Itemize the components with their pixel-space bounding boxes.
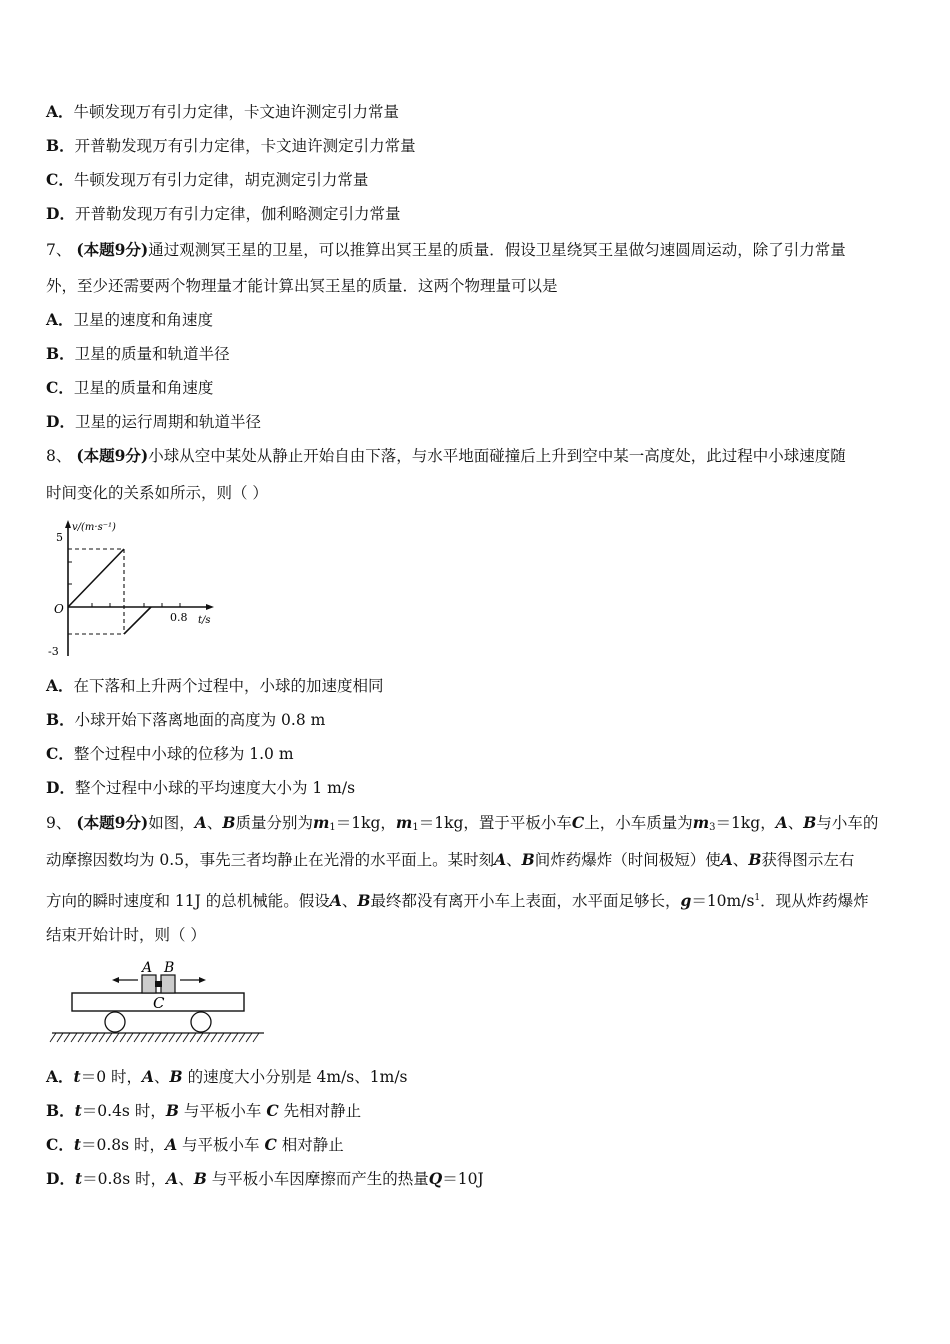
q6-option-c: C．牛顿发现万有引力定律，胡克测定引力常量 [46,170,369,189]
q7-option-d: D．卫星的运行周期和轨道半径 [46,412,261,431]
q8-stem-line2: 时间变化的关系如所示，则（ ） [46,484,268,502]
q9-stem-line1: 9、 (本题9分)如图，A、B质量分别为$m_1=1kg$，$m_1=1kg$，置于平板小车C上，小车质量为$m_3=1kg$，A、B与小车的 [46,813,879,833]
block-b-label: B [164,960,175,976]
q9-option-b: B．t＝0.4s 时，B 与平板小车 C 先相对静止 [46,1101,362,1120]
q9-option-d: D．t＝0.8s 时，A、B 与平板小车因摩擦而产生的热量Q＝10J [46,1169,484,1188]
q8-stem-line1: 8、 (本题9分)小球从空中某处从静止开始自由下落，与水平地面碰撞后上升到空中某一高度处，此过程中小球速度随 [46,446,846,465]
x-tick-label: 0.8 [170,611,188,624]
block-b [161,975,175,993]
q9-stem-line4: 结束开始计时，则（ ） [46,926,206,944]
q9-stem-line3: 方向的瞬时速度和 11J 的总机械能。假设A、B最终都没有离开小车上表面，水平面足够长，$g=10m/s^1$．现从炸药爆炸 [46,891,869,911]
q9-option-a: A．t＝0 时，A、B 的速度大小分别是 4m/s、1m/s [46,1067,408,1086]
cart-figure [48,956,268,1046]
q6-option-a: A．牛顿发现万有引力定律，卡文迪许测定引力常量 [46,102,400,121]
q6-option-b: B．开普勒发现万有引力定律，卡文迪许测定引力常量 [46,136,416,155]
q9-option-c: C．t＝0.8s 时，A 与平板小车 C 相对静止 [46,1135,344,1154]
q8-option-a: A．在下落和上升两个过程中，小球的加速度相同 [46,676,384,695]
ground-hatching [50,1033,259,1042]
v-axis-label: v/(m·s⁻¹) [72,522,116,533]
q8-option-d: D．整个过程中小球的平均速度大小为 1 m/s [46,778,356,797]
block-a [142,975,156,993]
q7-stem-line2: 外，至少还需要两个物理量才能计算出冥王星的质量．这两个物理量可以是 [46,277,558,295]
q9-stem-line2: 动摩擦因数均为 0.5，事先三者均静止在光滑的水平面上。某时刻A、B间炸药爆炸（时间极短）使A、B获得图示左右 [46,850,855,869]
q7-option-c: C．卫星的质量和角速度 [46,378,214,397]
explosive [155,981,162,987]
wheel-left [105,1012,125,1032]
block-a-label: A [142,960,153,976]
q7-stem-line1: 7、 (本题9分)通过观测冥王星的卫星，可以推算出冥王星的质量．假设卫星绕冥王星做匀速圆周运动，除了引力常量 [46,240,846,259]
rising-segment [124,607,151,634]
t-axis-label: t/s [198,615,211,626]
q7-option-b: B．卫星的质量和轨道半径 [46,344,230,363]
q7-option-a: A．卫星的速度和角速度 [46,310,214,329]
v-axis-arrow [65,520,71,528]
wheel-right [191,1012,211,1032]
t-axis-arrow [206,604,214,610]
falling-segment [68,549,124,607]
q6-option-d: D．开普勒发现万有引力定律，伽利略测定引力常量 [46,204,401,223]
origin-label: O [54,602,64,616]
q8-option-c: C．整个过程中小球的位移为 1.0 m [46,744,294,763]
y-top-label: 5 [56,531,63,544]
velocity-time-graph [44,518,224,660]
cart-label: C [153,994,165,1012]
y-bottom-label: -3 [48,645,59,658]
q8-option-b: B．小球开始下落离地面的高度为 0.8 m [46,710,326,729]
